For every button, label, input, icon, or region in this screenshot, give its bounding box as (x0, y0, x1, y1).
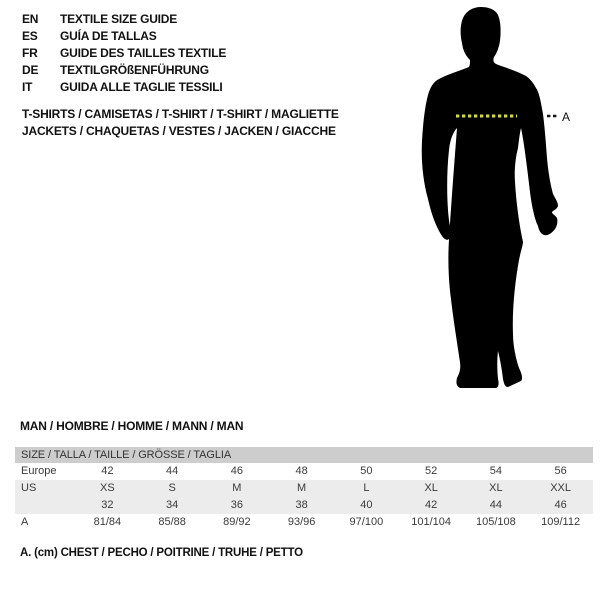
size-table-row (15, 514, 593, 531)
chest-measure-label: A (562, 110, 571, 124)
size-cell: XXL (550, 482, 572, 494)
size-table-row (15, 463, 593, 480)
size-cell: M (297, 482, 307, 494)
size-cell: 56 (554, 465, 567, 477)
category-list (22, 106, 339, 140)
size-cell: 109/112 (541, 516, 581, 528)
size-cell: 44 (166, 465, 179, 477)
size-cell: 85/88 (158, 516, 186, 528)
language-code: FR (22, 46, 38, 60)
language-row (22, 11, 226, 28)
language-title: TEXTILGRÖßENFÜHRUNG (60, 63, 209, 77)
size-cell: 46 (230, 465, 243, 477)
size-cell: 32 (101, 499, 114, 511)
size-cell: L (363, 482, 370, 494)
size-cell: 42 (425, 499, 438, 511)
category-line: JACKETS / CHAQUETAS / VESTES / JACKEN / GIACCHE (22, 124, 336, 138)
size-cell: 34 (166, 499, 179, 511)
size-cell: XL (489, 482, 503, 494)
size-cell: 97/100 (349, 516, 384, 528)
size-cell: S (168, 482, 176, 494)
language-title: GUIDE DES TAILLES TEXTILE (60, 46, 227, 60)
man-silhouette (400, 2, 575, 394)
row-label: A (21, 516, 29, 528)
size-cell: 38 (295, 499, 308, 511)
measurement-footnote: A. (cm) CHEST / PECHO / POITRINE / TRUHE / PETTO (20, 547, 303, 559)
size-table-row (15, 497, 593, 514)
language-row (22, 79, 226, 96)
size-table-header: SIZE / TALLA / TAILLE / GRÖSSE / TAGLIA (15, 447, 593, 463)
language-title: GUÍA DE TALLAS (60, 29, 157, 43)
size-cell: 50 (360, 465, 373, 477)
language-code: IT (22, 80, 33, 94)
language-row (22, 28, 226, 45)
row-label: US (21, 482, 37, 494)
size-table-row (15, 480, 593, 497)
language-code: ES (22, 29, 38, 43)
language-list (22, 11, 226, 96)
size-cell: XS (100, 482, 115, 494)
size-cell: 40 (360, 499, 373, 511)
language-row (22, 62, 226, 79)
size-cell: M (232, 482, 242, 494)
language-code: EN (22, 12, 39, 26)
row-label: Europe (21, 465, 57, 477)
size-cell: 44 (489, 499, 502, 511)
man-silhouette-path (422, 7, 558, 388)
category-line: T-SHIRTS / CAMISETAS / T-SHIRT / T-SHIRT / MAGLIETTE (22, 107, 339, 121)
language-title: GUIDA ALLE TAGLIE TESSILI (60, 80, 223, 94)
size-cell: 54 (489, 465, 502, 477)
man-figure (400, 2, 575, 394)
language-title: TEXTILE SIZE GUIDE (60, 12, 178, 26)
size-cell: 46 (554, 499, 567, 511)
size-cell: 93/96 (287, 516, 316, 528)
size-cell: 101/104 (411, 516, 451, 528)
size-cell: XL (424, 482, 438, 494)
size-cell: 105/108 (475, 516, 516, 528)
size-cell: 52 (425, 465, 438, 477)
size-cell: 36 (230, 499, 243, 511)
size-cell: 42 (101, 465, 114, 477)
language-row (22, 45, 226, 62)
size-cell: 48 (295, 465, 308, 477)
size-table (15, 447, 593, 531)
row-label (15, 497, 75, 514)
size-cell: 89/92 (223, 516, 251, 528)
section-title: MAN / HOMBRE / HOMME / MANN / MAN (20, 419, 244, 433)
language-code: DE (22, 63, 39, 77)
size-table-body (15, 463, 593, 531)
size-cell: 81/84 (93, 516, 122, 528)
